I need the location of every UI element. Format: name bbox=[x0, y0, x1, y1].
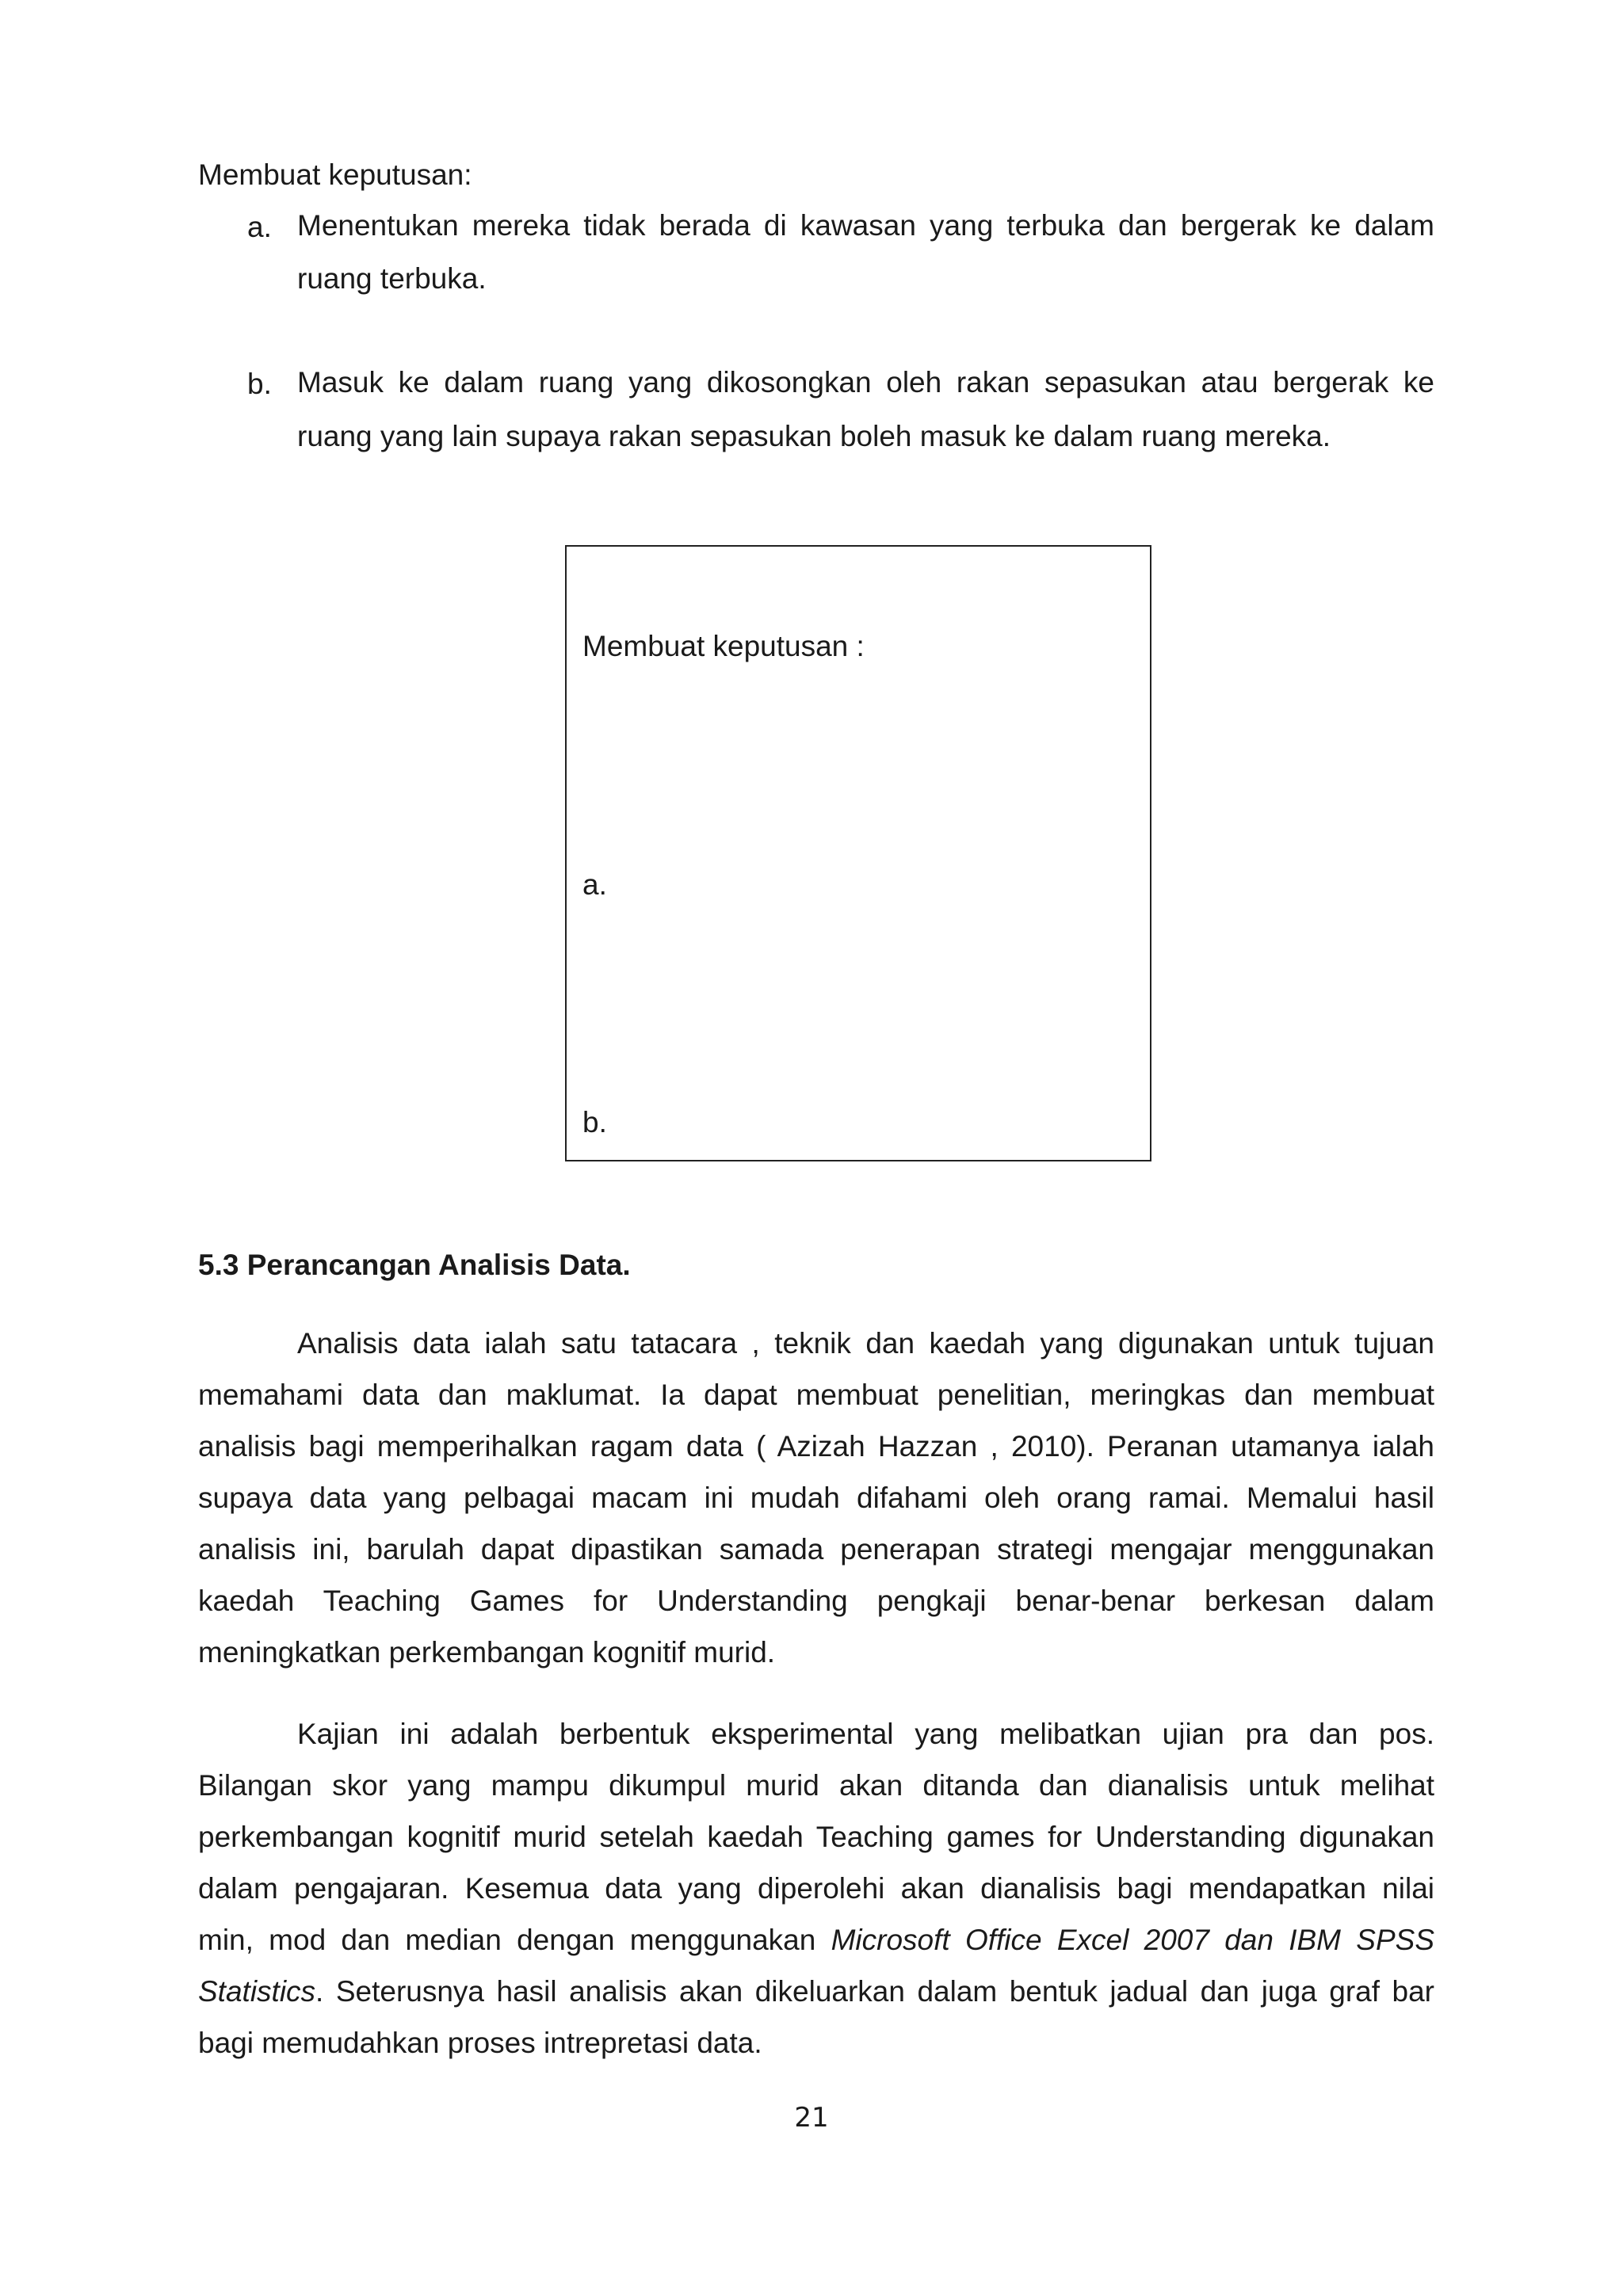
list-marker-b: b. bbox=[247, 368, 272, 400]
paragraph-2-line: dalam pengajaran. Kesemua data yang diperolehi akan dianalisis bagi mendapatkan nilai bbox=[198, 1872, 1434, 1905]
paragraph-1-line: analisis ini, barulah dapat dipastikan samada penerapan strategi mengajar menggunakan bbox=[198, 1533, 1434, 1566]
paragraph-1 bbox=[198, 1318, 1434, 1678]
intro-heading: Membuat keputusan: bbox=[198, 158, 472, 191]
paragraph-1-line: analisis bagi memperihalkan ragam data ( Azizah Hazzan , 2010). Peranan utamanya ialah bbox=[198, 1430, 1434, 1463]
paragraph-1-line: memahami data dan maklumat. Ia dapat membuat penelitian, meringkas dan membuat bbox=[198, 1379, 1434, 1411]
list-item-a-line1: Menentukan mereka tidak berada di kawasan yang terbuka dan bergerak ke dalam bbox=[297, 209, 1434, 242]
decision-box-label-a: a. bbox=[582, 868, 607, 901]
paragraph-2-line-6-text: . Seterusnya hasil analisis akan dikeluarkan dalam bentuk jadual dan juga graf bar bbox=[315, 1975, 1434, 2008]
paragraph-2-line-5-text: min, mod dan median dengan menggunakan bbox=[198, 1924, 831, 1956]
list-item-b-line2: ruang yang lain supaya rakan sepasukan boleh masuk ke dalam ruang mereka. bbox=[297, 420, 1331, 452]
paragraph-2-line: Kajian ini adalah berbentuk eksperimental yang melibatkan ujian pra dan pos. bbox=[297, 1718, 1434, 1750]
section-heading: 5.3 Perancangan Analisis Data. bbox=[198, 1249, 631, 1281]
paragraph-1-line: meningkatkan perkembangan kognitif murid. bbox=[198, 1636, 776, 1669]
list-marker-a: a. bbox=[247, 211, 272, 243]
paragraph-2-line-6 bbox=[198, 1966, 1434, 2017]
list-item-b bbox=[297, 357, 1434, 408]
paragraph-2 bbox=[198, 1708, 1434, 2069]
decision-box-title: Membuat keputusan : bbox=[582, 630, 865, 662]
list-item-a-line2: ruang terbuka. bbox=[297, 262, 487, 295]
paragraph-1-line: Analisis data ialah satu tatacara , teknik dan kaedah yang digunakan untuk tujuan bbox=[297, 1327, 1434, 1360]
decision-box-label-b: b. bbox=[582, 1106, 607, 1138]
paragraph-1-line: kaedah Teaching Games for Understanding pengkaji benar-benar berkesan dalam bbox=[198, 1585, 1434, 1617]
paragraph-2-line: Bilangan skor yang mampu dikumpul murid akan ditanda dan dianalisis untuk melihat bbox=[198, 1769, 1434, 1802]
page-number: 21 bbox=[794, 2102, 829, 2134]
paragraph-2-line: perkembangan kognitif murid setelah kaedah Teaching games for Understanding digunakan bbox=[198, 1821, 1434, 1853]
list-item-b-line1: Masuk ke dalam ruang yang dikosongkan oleh rakan sepasukan atau bergerak ke bbox=[297, 366, 1434, 399]
software-names-italic: Microsoft Office Excel 2007 dan IBM SPSS bbox=[831, 1924, 1434, 1956]
paragraph-1-line: supaya data yang pelbagai macam ini mudah difahami oleh orang ramai. Memalui hasil bbox=[198, 1482, 1434, 1514]
decision-box bbox=[565, 545, 1151, 1161]
paragraph-2-line-5 bbox=[198, 1914, 1434, 1966]
paragraph-2-line: bagi memudahkan proses intrepretasi data. bbox=[198, 2027, 762, 2059]
list-item-a bbox=[297, 200, 1434, 251]
statistics-italic: Statistics bbox=[198, 1975, 316, 2008]
